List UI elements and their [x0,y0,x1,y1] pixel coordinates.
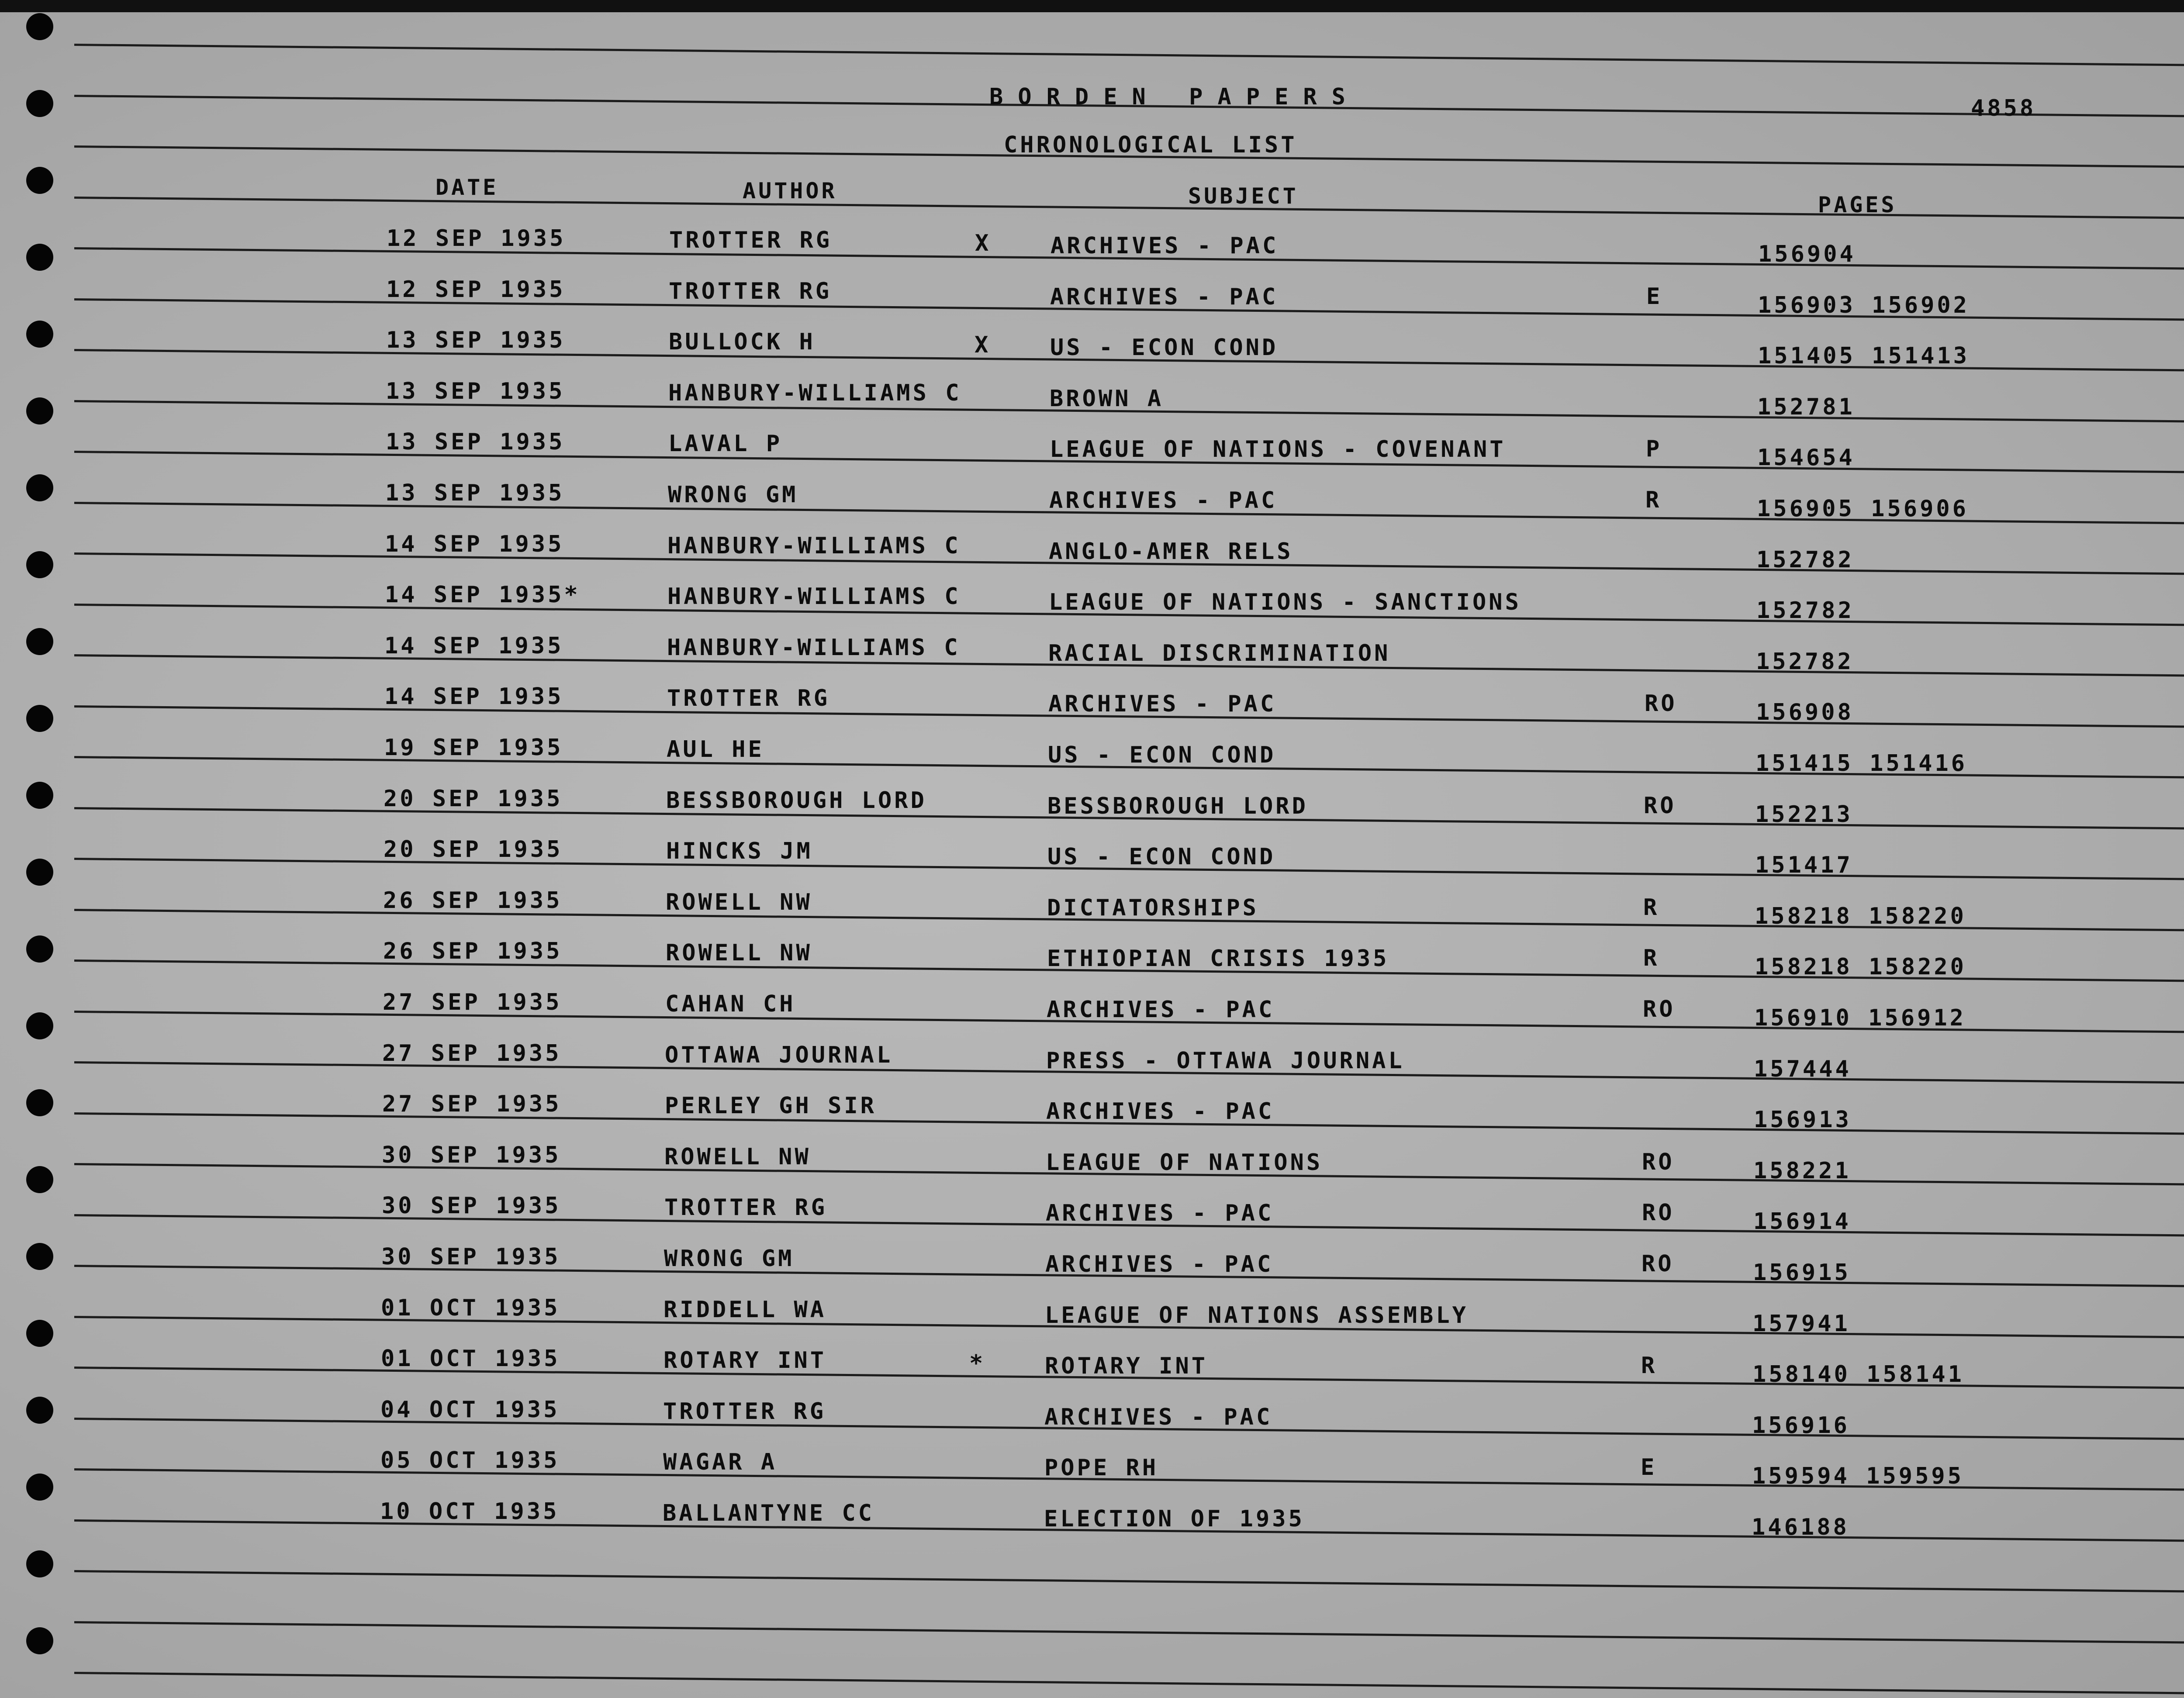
cell-author: RIDDELL WA [663,1296,827,1323]
cell-subject: PRESS - OTTAWA JOURNAL [1046,1047,1405,1074]
left-feed-hole [26,1243,53,1270]
cell-author: TROTTER RG [669,278,832,304]
cell-pages: 158221 [1753,1157,1851,1184]
cell-author: TROTTER RG [669,227,833,253]
cell-pages: 156916 [1752,1412,1850,1439]
cell-date: 14 SEP 1935 [384,632,564,659]
cell-date: 13 SEP 1935 [386,327,566,354]
cell-pages: 152782 [1756,597,1854,624]
cell-date: 12 SEP 1935 [387,225,566,252]
left-feed-hole [26,1166,53,1193]
cell-date: 13 SEP 1935 [385,480,565,506]
left-feed-hole [26,397,53,424]
column-header-author: AUTHOR [743,178,837,204]
cell-author: TROTTER RG [663,1398,826,1425]
cell-author: TROTTER RG [664,1194,828,1221]
column-header-pages: PAGES [1818,192,1897,217]
left-feed-hole [26,167,53,194]
cell-code: RO [1641,1251,1674,1277]
cell-pages: 151417 [1755,852,1853,879]
cell-pages: 158218 158220 [1755,954,1966,980]
left-feed-hole [26,628,53,655]
cell-mark: * [969,1350,986,1377]
cell-code: P [1646,436,1662,462]
cell-mark: X [975,332,991,359]
ruled-line [74,44,2184,66]
cell-pages: 156905 156906 [1757,496,1969,522]
cell-date: 26 SEP 1935 [383,938,563,965]
cell-date: 14 SEP 1935 [384,683,564,710]
left-feed-hole [26,935,53,963]
cell-subject: ARCHIVES - PAC [1051,233,1279,259]
left-feed-hole [26,705,53,732]
left-feed-hole [26,1627,53,1654]
cell-pages: 146188 [1752,1514,1849,1540]
cell-date: 27 SEP 1935 [382,1040,562,1066]
cell-pages: 156903 156902 [1758,292,1970,318]
cell-pages: 157941 [1752,1310,1850,1337]
cell-subject: ANGLO-AMER RELS [1049,538,1293,565]
cell-pages: 152213 [1755,801,1853,828]
cell-pages: 158218 158220 [1755,903,1966,929]
cell-author: BULLOCK H [669,329,816,355]
cell-author: PERLEY GH SIR [665,1093,877,1119]
left-feed-hole [26,551,53,578]
cell-subject: ARCHIVES - PAC [1049,487,1278,514]
ruled-line [74,1570,2184,1593]
cell-subject: LEAGUE OF NATIONS [1046,1149,1323,1176]
cell-author: TROTTER RG [667,685,830,712]
cell-code: E [1641,1454,1657,1481]
cell-pages: 156908 [1756,699,1854,726]
cell-subject: US - ECON COND [1050,335,1279,361]
cell-pages: 152782 [1756,648,1854,675]
cell-code: R [1641,1353,1658,1379]
left-feed-hole [26,782,53,809]
cell-author: OTTAWA JOURNAL [665,1042,893,1068]
cell-subject: US - ECON COND [1048,742,1276,768]
cell-date: 30 SEP 1935 [382,1193,561,1219]
cell-code: E [1646,283,1663,310]
cell-pages: 154654 [1757,445,1855,471]
left-feed-hole [26,1320,53,1347]
cell-date: 27 SEP 1935 [382,1091,562,1118]
cell-subject: ETHIOPIAN CRISIS 1935 [1047,946,1389,972]
cell-date: 19 SEP 1935 [384,735,563,761]
cell-author: ROWELL NW [666,889,812,915]
cell-code: RO [1642,1149,1675,1175]
cell-pages: 156914 [1753,1208,1851,1235]
cell-subject: RACIAL DISCRIMINATION [1048,640,1391,666]
cell-subject: POPE RH [1044,1455,1159,1481]
top-edge [0,0,2184,12]
ruled-line [74,1621,2184,1644]
cell-code: R [1643,894,1660,921]
cell-subject: ROTARY INT [1045,1353,1208,1380]
cell-author: HINCKS JM [666,838,813,865]
cell-pages: 156904 [1758,241,1856,267]
cell-subject: ARCHIVES - PAC [1045,1251,1274,1277]
cell-author: BESSBOROUGH LORD [666,787,927,814]
cell-date: 20 SEP 1935 [384,785,563,812]
cell-author: BALLANTYNE CC [663,1500,874,1526]
cell-pages: 151415 151416 [1755,750,1967,777]
cell-subject: ARCHIVES - PAC [1047,997,1275,1023]
cell-author: LAVAL P [668,431,783,457]
cell-mark: X [975,230,992,256]
cell-author: ROTARY INT [663,1347,827,1374]
cell-author: HANBURY-WILLIAMS C [668,380,962,406]
cell-date: 05 OCT 1935 [380,1447,560,1474]
cell-subject: BESSBOROUGH LORD [1047,793,1308,819]
cell-code: RO [1642,1200,1675,1226]
left-feed-hole [26,1474,53,1501]
left-feed-hole [26,474,53,501]
cell-code: RO [1645,690,1677,717]
cell-subject: ELECTION OF 1935 [1044,1506,1305,1532]
cell-date: 04 OCT 1935 [380,1396,560,1423]
cell-author: WAGAR A [663,1449,778,1476]
cell-pages: 159594 159595 [1752,1463,1964,1490]
cell-date: 13 SEP 1935 [386,429,565,456]
cell-subject: ARCHIVES - PAC [1044,1404,1273,1430]
cell-code: RO [1643,996,1676,1022]
cell-author: HANBURY-WILLIAMS C [667,583,961,610]
cell-author: ROWELL NW [664,1143,811,1170]
page-number: 4858 [1971,95,2036,121]
cell-code: RO [1644,792,1676,819]
cell-date: 30 SEP 1935 [382,1142,561,1168]
cell-subject: LEAGUE OF NATIONS - COVENANT [1050,436,1506,463]
cell-subject: LEAGUE OF NATIONS ASSEMBLY [1045,1302,1469,1329]
cell-author: HANBURY-WILLIAMS C [667,634,961,661]
cell-date: 12 SEP 1935 [386,276,566,303]
cell-pages: 156915 [1753,1260,1851,1286]
left-feed-hole [26,90,53,117]
cell-code: R [1643,945,1660,972]
cell-author: AUL HE [667,736,764,763]
cell-subject: LEAGUE OF NATIONS - SANCTIONS [1049,589,1521,616]
cell-author: WRONG GM [664,1246,795,1272]
cell-subject: ARCHIVES - PAC [1046,1200,1274,1227]
cell-pages: 156913 [1754,1107,1852,1133]
cell-date: 10 OCT 1935 [380,1498,560,1525]
cell-date: 26 SEP 1935 [383,887,563,914]
cell-date: 14 SEP 1935* [385,582,581,608]
cell-pages: 152781 [1757,393,1855,420]
cell-pages: 156910 156912 [1754,1005,1966,1031]
left-feed-hole [26,244,53,271]
cell-subject: ARCHIVES - PAC [1048,691,1277,718]
cell-pages: 158140 158141 [1752,1361,1964,1388]
cell-date: 30 SEP 1935 [381,1244,561,1270]
cell-author: CAHAN CH [665,991,796,1017]
column-header-subject: SUBJECT [1188,183,1299,209]
cell-author: HANBURY-WILLIAMS C [667,532,961,559]
cell-code: R [1645,487,1662,513]
cell-date: 01 OCT 1935 [381,1294,560,1321]
left-feed-hole [26,13,53,40]
cell-subject: ARCHIVES - PAC [1050,283,1279,310]
cell-pages: 151405 151413 [1758,343,1970,369]
cell-date: 14 SEP 1935 [385,531,564,557]
cell-author: WRONG GM [668,482,798,508]
left-feed-hole [26,1089,53,1116]
cell-date: 20 SEP 1935 [384,836,563,863]
left-feed-hole [26,321,53,348]
cell-date: 01 OCT 1935 [381,1346,560,1372]
left-feed-hole [26,1397,53,1424]
cell-date: 13 SEP 1935 [386,378,565,404]
ruled-line [74,1672,2184,1695]
cell-author: ROWELL NW [666,940,812,966]
left-feed-hole [26,1012,53,1039]
left-feed-hole [26,1550,53,1577]
cell-subject: BROWN A [1050,385,1164,412]
left-feed-hole [26,859,53,886]
column-header-date: DATE [435,175,499,200]
cell-pages: 157444 [1754,1056,1852,1082]
cell-subject: ARCHIVES - PAC [1046,1098,1275,1125]
document-subtitle: CHRONOLOGICAL LIST [1004,132,1297,158]
document-title: BORDEN PAPERS [989,84,1360,110]
cell-subject: US - ECON COND [1047,844,1276,870]
cell-subject: DICTATORSHIPS [1047,894,1259,921]
cell-pages: 152782 [1756,546,1854,573]
cell-date: 27 SEP 1935 [383,989,562,1015]
